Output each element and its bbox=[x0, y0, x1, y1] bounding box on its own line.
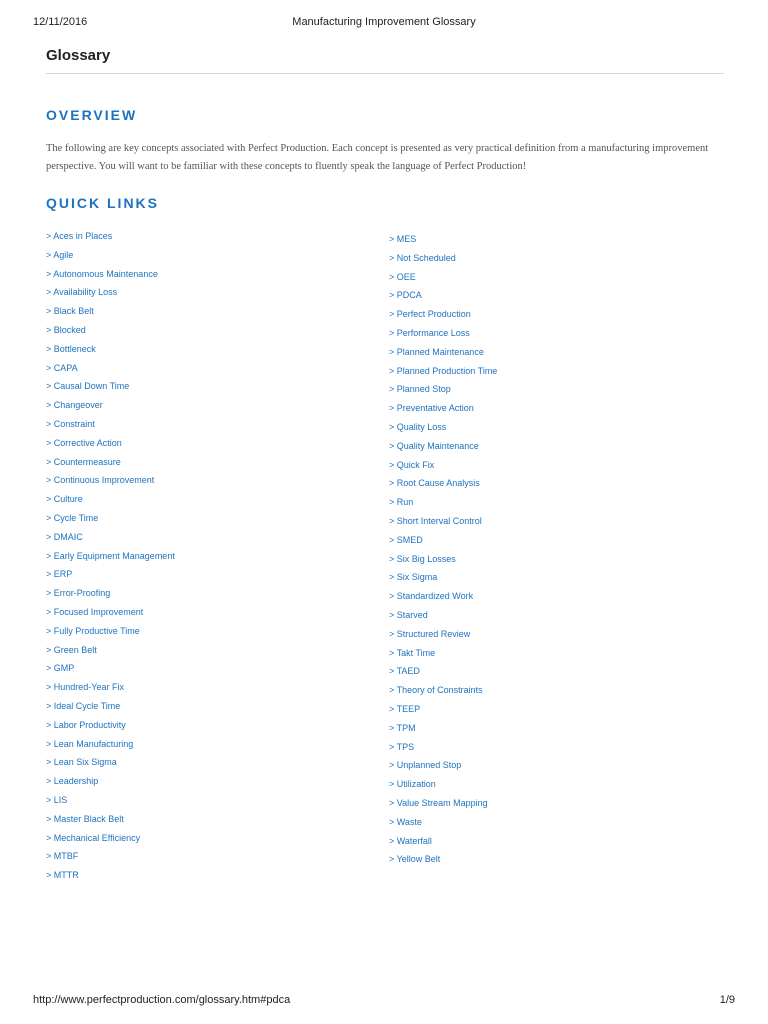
quick-link[interactable]: > Takt Time bbox=[389, 647, 436, 658]
quick-link[interactable]: > Aces in Places bbox=[46, 231, 113, 241]
quick-link-item bbox=[389, 647, 497, 666]
quick-link[interactable]: > DMAIC bbox=[46, 531, 83, 542]
quick-link-item bbox=[389, 778, 497, 797]
quick-link-item bbox=[46, 850, 175, 869]
quick-link-item bbox=[46, 474, 175, 493]
quick-link-item bbox=[389, 421, 497, 440]
quick-link[interactable]: > Waterfall bbox=[389, 835, 432, 846]
quick-link[interactable]: > MTTR bbox=[46, 870, 79, 881]
quick-link-item bbox=[46, 362, 175, 381]
quick-link-item bbox=[389, 722, 497, 741]
quick-link[interactable]: > Preventative Action bbox=[389, 403, 474, 414]
quick-link-item bbox=[46, 775, 175, 794]
quick-link-item bbox=[389, 440, 497, 459]
quick-link[interactable]: > GMP bbox=[46, 663, 75, 674]
quick-link-item bbox=[389, 496, 497, 515]
quick-link[interactable]: > Planned Production Time bbox=[389, 365, 498, 376]
quick-link-item bbox=[46, 456, 175, 475]
quick-link[interactable]: > ERP bbox=[46, 569, 73, 580]
quick-link[interactable]: > Lean Manufacturing bbox=[46, 738, 134, 749]
quick-link-item bbox=[46, 249, 175, 268]
quick-link[interactable]: > MTBF bbox=[46, 851, 79, 862]
print-footer bbox=[0, 994, 768, 1008]
quick-link[interactable]: > Continuous Improvement bbox=[46, 475, 155, 486]
quick-link-item bbox=[389, 590, 497, 609]
quick-link[interactable]: > Leadership bbox=[46, 776, 99, 787]
quick-link-item bbox=[389, 459, 497, 478]
quick-link[interactable]: > Mechanical Efficiency bbox=[46, 832, 141, 843]
quick-link-item bbox=[389, 327, 497, 346]
quick-link[interactable]: > Fully Productive Time bbox=[46, 625, 140, 636]
quick-link[interactable]: > OEE bbox=[389, 271, 416, 282]
quick-link-item bbox=[46, 230, 175, 249]
quick-link-item bbox=[46, 681, 175, 700]
quick-link-item bbox=[46, 813, 175, 832]
quick-link-item bbox=[46, 644, 175, 663]
quick-link-item bbox=[46, 794, 175, 813]
quick-link[interactable]: > Six Sigma bbox=[389, 572, 438, 583]
quick-link-item bbox=[389, 271, 497, 290]
quick-link[interactable]: > Utilization bbox=[389, 779, 436, 790]
quick-link[interactable]: > SMED bbox=[389, 534, 423, 545]
quick-link[interactable]: > CAPA bbox=[46, 362, 78, 373]
quick-link[interactable]: > TPM bbox=[389, 722, 416, 733]
quick-link[interactable]: > Black Belt bbox=[46, 306, 94, 317]
quick-link[interactable]: > Error-Proofing bbox=[46, 588, 111, 599]
quick-link[interactable]: > Structured Review bbox=[389, 628, 471, 639]
quick-link-item bbox=[389, 759, 497, 778]
quick-link[interactable]: > Blocked bbox=[46, 324, 86, 335]
quick-link[interactable]: > Availability Loss bbox=[46, 287, 118, 298]
quick-link[interactable]: > Perfect Production bbox=[389, 309, 471, 320]
quick-link[interactable]: > Master Black Belt bbox=[46, 813, 124, 824]
quick-link[interactable]: > MES bbox=[389, 234, 417, 244]
quick-link-item bbox=[46, 756, 175, 775]
quick-link-item bbox=[46, 550, 175, 569]
quick-link-item bbox=[389, 816, 497, 835]
quick-link[interactable]: > Quick Fix bbox=[389, 459, 435, 470]
quick-link-item bbox=[389, 308, 497, 327]
quick-link-item bbox=[389, 797, 497, 816]
quick-link[interactable]: > Changeover bbox=[46, 400, 103, 411]
quick-link-item bbox=[389, 515, 497, 534]
quick-link[interactable]: > Lean Six Sigma bbox=[46, 757, 117, 768]
quick-link[interactable]: > Unplanned Stop bbox=[389, 760, 462, 771]
quick-link[interactable]: > Planned Stop bbox=[389, 384, 451, 395]
quick-link-item bbox=[389, 741, 497, 760]
quick-link[interactable]: > Starved bbox=[389, 609, 428, 620]
quick-link-item bbox=[46, 343, 175, 362]
quick-link-item bbox=[46, 531, 175, 550]
quick-link-item bbox=[389, 628, 497, 647]
quick-link-item bbox=[46, 512, 175, 531]
quick-link-item bbox=[46, 869, 175, 888]
title-divider bbox=[46, 73, 724, 74]
print-header bbox=[0, 16, 768, 30]
quick-link-item bbox=[46, 625, 175, 644]
quick-link-item bbox=[46, 305, 175, 324]
quick-link[interactable]: > Run bbox=[389, 497, 414, 508]
quick-link[interactable]: > Corrective Action bbox=[46, 437, 122, 448]
quick-link[interactable]: > TAED bbox=[389, 666, 420, 677]
quick-link-item bbox=[389, 477, 497, 496]
quick-link-item bbox=[389, 853, 497, 872]
quick-link-item bbox=[389, 684, 497, 703]
quick-link[interactable]: > Countermeasure bbox=[46, 456, 121, 467]
quick-links-right-column bbox=[389, 233, 497, 872]
quick-link-item bbox=[389, 665, 497, 684]
quick-link[interactable]: > TPS bbox=[389, 741, 415, 752]
quick-link-item bbox=[389, 233, 497, 252]
quick-links-left-column bbox=[46, 230, 175, 888]
quick-link[interactable]: > Standardized Work bbox=[389, 591, 474, 602]
quick-link-item bbox=[389, 383, 497, 402]
quick-link[interactable]: > Bottleneck bbox=[46, 343, 96, 354]
quick-link[interactable]: > Autonomous Maintenance bbox=[46, 268, 158, 279]
quick-links-heading: QUICK LINKS bbox=[46, 195, 159, 211]
quick-link-item bbox=[46, 437, 175, 456]
quick-link[interactable]: > Six Big Losses bbox=[389, 553, 456, 564]
quick-link[interactable]: > Cycle Time bbox=[46, 512, 99, 523]
quick-link-item bbox=[46, 662, 175, 681]
quick-link-item bbox=[46, 418, 175, 437]
quick-link[interactable]: > Agile bbox=[46, 249, 74, 260]
quick-link-item bbox=[389, 609, 497, 628]
quick-link[interactable]: > Root Cause Analysis bbox=[389, 478, 480, 489]
quick-link[interactable]: > Quality Maintenance bbox=[389, 440, 479, 451]
quick-link[interactable]: > Causal Down Time bbox=[46, 381, 130, 392]
quick-link-item bbox=[389, 402, 497, 421]
quick-link-item bbox=[46, 587, 175, 606]
print-document-title: Manufacturing Improvement Glossary bbox=[292, 16, 476, 28]
quick-link-item bbox=[389, 346, 497, 365]
quick-link[interactable]: > Not Scheduled bbox=[389, 252, 456, 263]
quick-link-item bbox=[389, 571, 497, 590]
quick-link-item bbox=[389, 703, 497, 722]
quick-link-item bbox=[46, 324, 175, 343]
quick-link[interactable]: > Hundred-Year Fix bbox=[46, 682, 124, 693]
quick-link-item bbox=[46, 268, 175, 287]
page-title: Glossary bbox=[46, 47, 111, 64]
quick-link-item bbox=[389, 289, 497, 308]
quick-link[interactable]: > PDCA bbox=[389, 290, 422, 301]
quick-link-item bbox=[46, 493, 175, 512]
quick-link[interactable]: > Value Stream Mapping bbox=[389, 797, 488, 808]
quick-link[interactable]: > Early Equipment Management bbox=[46, 550, 175, 561]
quick-link[interactable]: > TEEP bbox=[389, 703, 421, 714]
print-date: 12/11/2016 bbox=[33, 16, 88, 28]
quick-link[interactable]: > Planned Maintenance bbox=[389, 346, 484, 357]
print-page-number: 1/9 bbox=[719, 994, 735, 1006]
quick-link-item bbox=[46, 719, 175, 738]
overview-text: The following are key concepts associated with Perfect Production. Each concept is presented as very practical definition from a manufacturing improvement perspective. You will want to be familiar with these concepts to fluently speak the language of Perfect Production! bbox=[46, 143, 709, 172]
quick-link[interactable]: > Short Interval Control bbox=[389, 515, 482, 526]
quick-link-item bbox=[46, 286, 175, 305]
quick-link-item bbox=[389, 835, 497, 854]
quick-link[interactable]: > Constraint bbox=[46, 418, 95, 429]
quick-link[interactable]: > Focused Improvement bbox=[46, 606, 144, 617]
quick-link-item bbox=[46, 380, 175, 399]
quick-link-item bbox=[389, 252, 497, 271]
quick-link-item bbox=[46, 568, 175, 587]
overview-heading: OVERVIEW bbox=[46, 107, 138, 123]
quick-link[interactable]: > Yellow Belt bbox=[389, 854, 441, 865]
quick-link[interactable]: > Ideal Cycle Time bbox=[46, 700, 121, 711]
quick-link[interactable]: > Theory of Constraints bbox=[389, 685, 483, 696]
quick-link-item bbox=[389, 553, 497, 572]
quick-link-item bbox=[46, 606, 175, 625]
quick-link[interactable]: > Green Belt bbox=[46, 644, 97, 655]
quick-link-item bbox=[46, 738, 175, 757]
quick-link[interactable]: > Labor Productivity bbox=[46, 719, 126, 730]
quick-link-item bbox=[46, 700, 175, 719]
quick-link-item bbox=[46, 832, 175, 851]
print-url: http://www.perfectproduction.com/glossary.htm#pdca bbox=[33, 994, 291, 1006]
quick-link[interactable]: > LIS bbox=[46, 794, 68, 805]
quick-link[interactable]: > Performance Loss bbox=[389, 327, 470, 338]
quick-link[interactable]: > Waste bbox=[389, 816, 422, 827]
quick-link[interactable]: > Culture bbox=[46, 494, 83, 505]
quick-link-item bbox=[389, 365, 497, 384]
quick-link-item bbox=[389, 534, 497, 553]
quick-link[interactable]: > Quality Loss bbox=[389, 421, 447, 432]
quick-link-item bbox=[46, 399, 175, 418]
